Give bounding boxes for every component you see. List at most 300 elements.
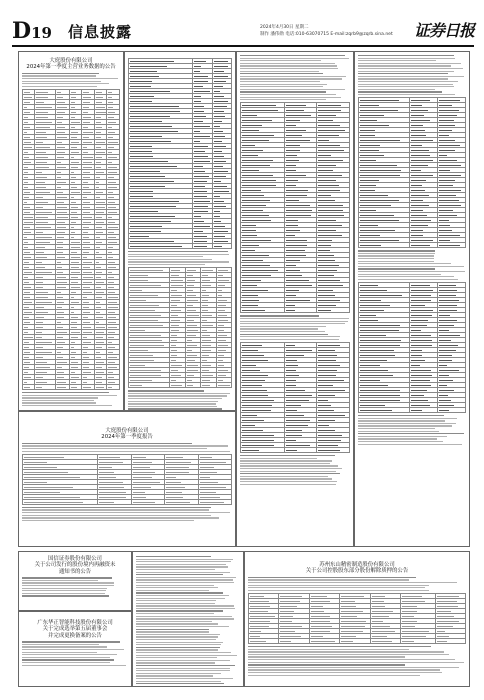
table-cell (285, 298, 318, 302)
cell-text (108, 307, 118, 308)
cell-text (130, 370, 161, 371)
cell-text (71, 357, 75, 358)
cell-text (24, 212, 30, 213)
cell-text (36, 387, 42, 388)
cell-text (194, 126, 210, 127)
table-cell (285, 168, 318, 172)
cell-text (250, 596, 264, 597)
cell-text (83, 372, 91, 373)
table-cell (95, 210, 108, 214)
table-cell (201, 378, 216, 382)
cell-text (194, 101, 201, 102)
table-cell (56, 360, 70, 364)
small-print-line (136, 585, 214, 586)
table-cell (129, 194, 193, 198)
table-cell (359, 408, 410, 412)
small-print-line (22, 520, 194, 521)
table-cell (129, 363, 170, 367)
table-cell (170, 303, 185, 307)
cell-text (194, 151, 205, 152)
table-cell (359, 238, 410, 242)
table-cell (193, 239, 214, 243)
cell-text (286, 135, 302, 136)
table-cell (317, 228, 350, 232)
table-cell (410, 203, 438, 207)
cell-text (24, 347, 29, 348)
table-cell (317, 408, 350, 412)
table-cell (95, 265, 108, 269)
cell-text (96, 302, 100, 303)
cell-text (411, 395, 424, 396)
table-cell (217, 303, 232, 307)
cell-text (402, 611, 417, 612)
cell-text (130, 206, 176, 207)
table-cell (317, 148, 350, 152)
cell-text (108, 217, 112, 218)
cell-text (437, 601, 457, 602)
cell-text (108, 157, 117, 158)
cell-text (286, 105, 307, 106)
cell-text (57, 177, 61, 178)
table-cell (82, 180, 95, 184)
table-cell (359, 368, 410, 372)
cell-text (83, 377, 87, 378)
table-cell (317, 173, 350, 177)
table-cell (371, 624, 401, 628)
small-print-line (136, 572, 230, 573)
table-cell (35, 325, 56, 329)
table-cell (23, 255, 35, 259)
cell-text (439, 140, 455, 141)
table-cell (317, 393, 350, 397)
cell-text (214, 166, 223, 167)
table-cell (249, 634, 279, 638)
cell-text (360, 210, 376, 211)
cell-text (214, 76, 228, 77)
cell-text (83, 337, 87, 338)
cell-text (411, 340, 432, 341)
cell-text (166, 457, 183, 458)
table-cell (129, 199, 193, 203)
cell-text (24, 177, 28, 178)
table-cell (23, 270, 35, 274)
cell-text (286, 285, 312, 286)
cell-text (439, 110, 459, 111)
table-cell (70, 340, 83, 344)
table-cell (317, 293, 350, 297)
table-cell (317, 248, 350, 252)
table-cell (129, 358, 170, 362)
table-cell (199, 490, 232, 494)
small-print-line (358, 441, 443, 442)
cell-text (194, 171, 205, 172)
cell-text (24, 117, 28, 118)
cell-text (411, 185, 421, 186)
table-cell (56, 250, 70, 254)
cell-text (360, 305, 390, 306)
table-cell (241, 383, 285, 387)
small-print-line (248, 590, 429, 591)
cell-text (99, 497, 126, 498)
cell-text (57, 372, 64, 373)
cell-text (36, 147, 50, 148)
small-print-line (358, 276, 454, 277)
table-cell (371, 639, 401, 643)
table-cell (217, 353, 232, 357)
cell-text (286, 390, 305, 391)
cell-text (242, 175, 273, 176)
table-cell (35, 225, 56, 229)
cell-text (130, 106, 179, 107)
cell-text (402, 596, 423, 597)
table-cell (213, 119, 232, 123)
table-cell (56, 305, 70, 309)
cell-text (318, 305, 336, 306)
cell-text (318, 270, 336, 271)
table-cell (193, 64, 214, 68)
table-cell (70, 145, 83, 149)
cell-text (36, 257, 47, 258)
table-cell (129, 134, 193, 138)
cell-text (202, 325, 213, 326)
table-cell (193, 209, 214, 213)
table-cell (213, 229, 232, 233)
cell-text (318, 235, 341, 236)
table-cell (129, 308, 170, 312)
table-cell (193, 129, 214, 133)
cell-text (318, 155, 331, 156)
table-cell (56, 175, 70, 179)
table-cell (70, 245, 83, 249)
table-cell (23, 280, 35, 284)
bottom-mid-body (133, 552, 243, 687)
small-print-line (136, 618, 234, 619)
cell-text (242, 200, 270, 201)
cell-text (242, 130, 259, 131)
announcement-a1-tables (124, 51, 236, 411)
cell-text (133, 457, 146, 458)
small-print-line (358, 423, 456, 424)
cell-text (83, 247, 90, 248)
cell-text (57, 337, 63, 338)
small-print-line (136, 595, 229, 596)
table-cell (70, 135, 83, 139)
cell-text (286, 110, 304, 111)
cell-text (130, 156, 153, 157)
small-print-line (240, 84, 327, 85)
cell-text (83, 107, 89, 108)
col3-body (237, 52, 353, 485)
cell-text (57, 122, 62, 123)
small-print-line (358, 65, 451, 66)
cell-text (24, 122, 28, 123)
table-cell (317, 233, 350, 237)
table-cell (279, 594, 309, 598)
cell-text (439, 220, 449, 221)
table-cell (193, 224, 214, 228)
table-cell (35, 275, 56, 279)
table-cell (107, 225, 120, 229)
table-cell (310, 609, 340, 613)
small-print-line (136, 662, 215, 663)
cell-text (411, 145, 421, 146)
table-cell (285, 413, 318, 417)
table-cell (35, 190, 56, 194)
table-cell (213, 124, 232, 128)
cell-text (71, 187, 78, 188)
cell-text (439, 135, 449, 136)
table-cell (35, 335, 56, 339)
table-cell (35, 195, 56, 199)
table-cell (285, 408, 318, 412)
cell-text (71, 317, 78, 318)
cell-text (318, 390, 345, 391)
table-cell (438, 333, 466, 337)
table-cell (241, 133, 285, 137)
cell-text (242, 350, 258, 351)
cell-text (171, 345, 176, 346)
cell-text (214, 246, 222, 247)
table-cell (35, 370, 56, 374)
table-cell (359, 353, 410, 357)
small-print-line (22, 392, 109, 393)
cell-text (83, 142, 92, 143)
table-cell (359, 243, 410, 247)
table-cell (359, 358, 410, 362)
cell-text (71, 142, 79, 143)
cell-text (194, 236, 208, 237)
cell-text (71, 282, 78, 283)
cell-text (83, 102, 90, 103)
table-cell (193, 59, 214, 63)
table-cell (56, 125, 70, 129)
cell-text (130, 380, 152, 381)
table-cell (23, 140, 35, 144)
table-cell (438, 343, 466, 347)
table-cell (317, 138, 350, 142)
table-cell (56, 355, 70, 359)
table-cell (317, 428, 350, 432)
table-cell (217, 318, 232, 322)
table-cell (438, 363, 466, 367)
table-cell (279, 609, 309, 613)
small-print-line (22, 395, 117, 396)
cell-text (202, 295, 209, 296)
table-cell (213, 94, 232, 98)
cell-text (250, 616, 275, 617)
table-cell (359, 348, 410, 352)
cell-text (360, 285, 378, 286)
table-cell (56, 210, 70, 214)
table-cell (401, 614, 436, 618)
table-cell (107, 175, 120, 179)
table-cell (249, 594, 279, 598)
table-cell (438, 398, 466, 402)
table-cell (285, 228, 318, 232)
cell-text (57, 202, 64, 203)
cell-text (360, 155, 384, 156)
table-cell (107, 240, 120, 244)
table-cell (82, 275, 95, 279)
small-print-line (248, 651, 444, 652)
cell-text (57, 327, 63, 328)
table-cell (317, 273, 350, 277)
table-cell (23, 240, 35, 244)
table-cell (95, 230, 108, 234)
cell-text (96, 97, 104, 98)
table-cell (371, 599, 401, 603)
table-cell (70, 200, 83, 204)
small-print-line (128, 395, 227, 396)
cell-text (130, 186, 165, 187)
cell-text (280, 626, 302, 627)
cell-text (108, 187, 116, 188)
table-cell (317, 418, 350, 422)
cell-text (341, 606, 356, 607)
table-cell (98, 480, 131, 484)
table-cell (438, 223, 466, 227)
table-cell (95, 170, 108, 174)
table-cell (193, 199, 214, 203)
table-cell (359, 303, 410, 307)
cell-text (83, 257, 87, 258)
table-cell (201, 368, 216, 372)
cell-text (57, 377, 64, 378)
cell-text (242, 285, 257, 286)
cell-text (286, 260, 301, 261)
table-cell (23, 320, 35, 324)
table-cell (95, 115, 108, 119)
cell-text (36, 277, 44, 278)
table-cell (107, 300, 120, 304)
table-cell (70, 295, 83, 299)
table-cell (56, 235, 70, 239)
small-print-line (240, 58, 349, 59)
cell-text (286, 430, 303, 431)
table-cell (438, 218, 466, 222)
a5-company: 苏州东山精密制造股份有限公司 (319, 562, 395, 568)
cell-text (439, 320, 457, 321)
cell-text (187, 350, 192, 351)
small-print-line (128, 251, 228, 252)
table-cell (410, 178, 438, 182)
table-cell (401, 619, 436, 623)
table-cell (310, 604, 340, 608)
table-cell (241, 148, 285, 152)
small-print-line (128, 261, 229, 262)
cell-text (318, 200, 335, 201)
cell-text (57, 167, 66, 168)
table-cell (23, 345, 35, 349)
cell-text (242, 245, 259, 246)
table-cell (35, 245, 56, 249)
table-cell (241, 373, 285, 377)
small-print-line (136, 613, 214, 614)
cell-text (24, 182, 28, 183)
cell-text (71, 312, 75, 313)
table-cell (241, 303, 285, 307)
cell-text (71, 267, 79, 268)
cell-text (214, 241, 227, 242)
table-cell (23, 480, 98, 484)
table-cell (132, 495, 165, 499)
cell-text (108, 352, 112, 353)
table-cell (129, 224, 193, 228)
small-print-line (22, 654, 117, 655)
cell-text (360, 205, 391, 206)
cell-text (411, 365, 420, 366)
cell-text (71, 197, 75, 198)
table-cell (193, 159, 214, 163)
table-cell (285, 203, 318, 207)
cell-text (242, 375, 268, 376)
table-cell (56, 275, 70, 279)
table-cell (371, 634, 401, 638)
table-cell (35, 280, 56, 284)
table-cell (359, 128, 410, 132)
cell-text (439, 165, 460, 166)
cell-text (83, 112, 88, 113)
cell-text (202, 340, 211, 341)
table-cell (213, 169, 232, 173)
table-cell (193, 119, 214, 123)
cell-text (360, 350, 394, 351)
table-cell (193, 139, 214, 143)
cell-text (439, 350, 456, 351)
cell-text (130, 96, 154, 97)
table-cell (23, 470, 98, 474)
small-print-line (22, 397, 98, 398)
cell-text (57, 317, 64, 318)
cell-text (194, 136, 210, 137)
small-print-line (358, 76, 464, 77)
cell-text (57, 292, 62, 293)
cell-text (36, 267, 46, 268)
table-cell (82, 370, 95, 374)
table-cell (35, 255, 56, 259)
small-print-line (128, 393, 230, 394)
table-cell (82, 115, 95, 119)
cell-text (96, 117, 102, 118)
cell-text (108, 327, 117, 328)
cell-text (360, 405, 385, 406)
cell-text (318, 220, 335, 221)
small-print-line (358, 274, 441, 275)
small-print-line (240, 465, 338, 466)
table-cell (279, 624, 309, 628)
cell-text (130, 71, 157, 72)
table-cell (438, 143, 466, 147)
cell-text (133, 502, 155, 503)
table-cell (35, 360, 56, 364)
cell-text (187, 330, 199, 331)
cell-text (130, 320, 158, 321)
table-cell (95, 295, 108, 299)
cell-text (202, 320, 207, 321)
table-cell (23, 285, 35, 289)
table-cell (359, 288, 410, 292)
table-cell (241, 208, 285, 212)
small-print-line (358, 250, 435, 251)
table-cell (107, 360, 120, 364)
cell-text (439, 380, 453, 381)
cell-text (71, 127, 75, 128)
cell-text (218, 285, 226, 286)
cell-text (250, 631, 261, 632)
table-cell (317, 388, 350, 392)
cell-text (71, 362, 79, 363)
table-cell (241, 238, 285, 242)
